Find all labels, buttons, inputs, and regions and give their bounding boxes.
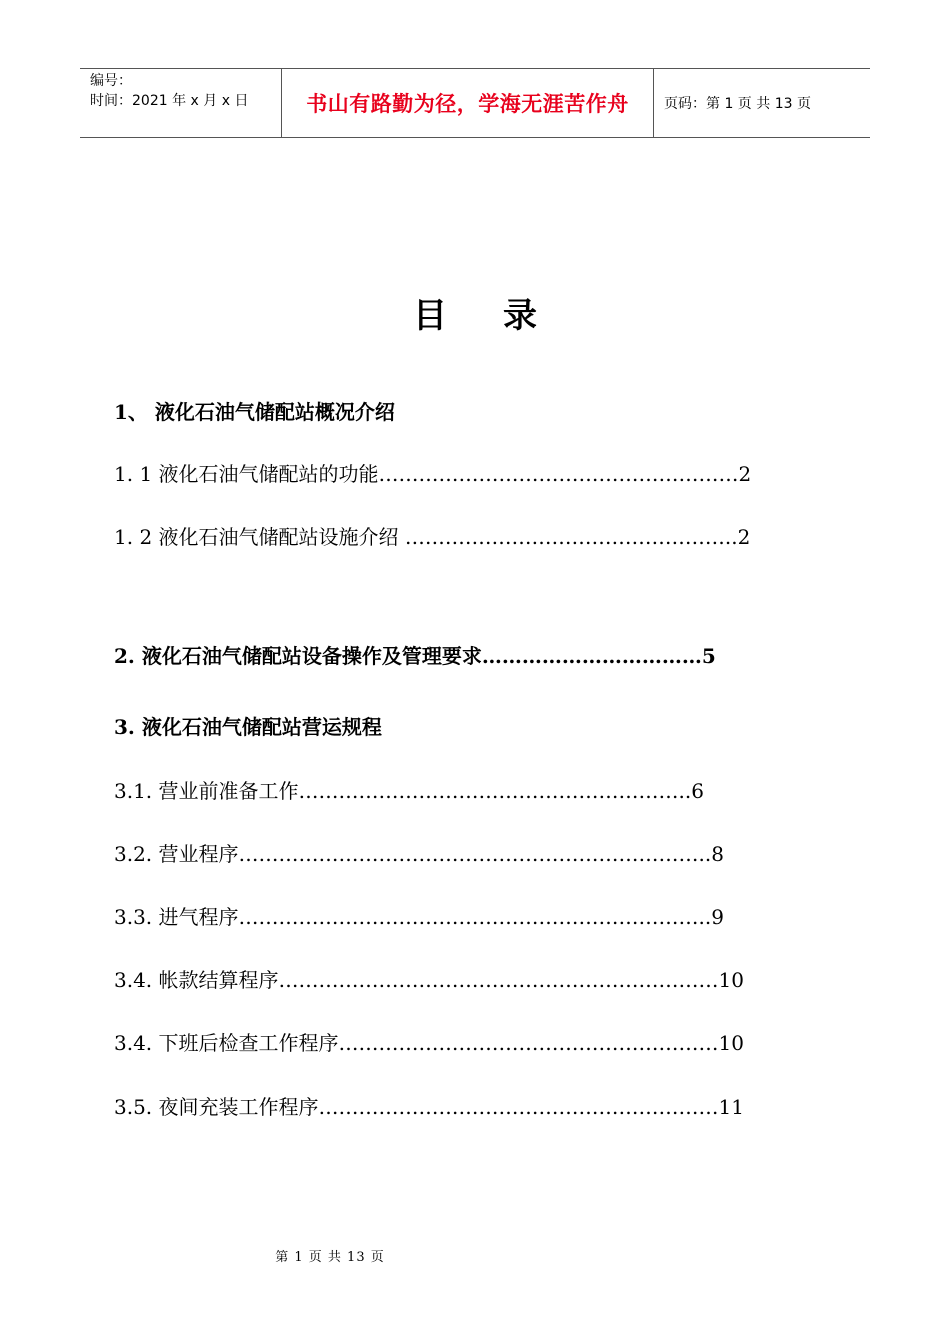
toc-entry-3-4a[interactable]: 3.4. 帐款结算程序…………………………………………………………10 [114, 968, 744, 992]
toc-entry-1-2[interactable]: 1. 2 液化石油气储配站设施介绍 …………………………………………..2 [114, 525, 751, 549]
page-footer-text: 第 1 页 共 13 页 [275, 1250, 385, 1265]
document-header [80, 68, 870, 138]
toc-entry-1-1[interactable]: 1. 1 液化石油气储配站的功能………………………………………………2 [114, 462, 752, 486]
toc-entry-3-4b[interactable]: 3.4. 下班后检查工作程序…………………………………………………10 [114, 1031, 744, 1055]
toc-title: 目录 [413, 296, 593, 336]
toc-entry-3-5[interactable]: 3.5. 夜间充装工作程序……………………………………………………11 [114, 1095, 744, 1119]
page-footer [0, 1246, 950, 1265]
toc-entry-3-2[interactable]: 3.2. 营业程序……………………………………………………………..8 [114, 842, 724, 866]
toc-entry-2[interactable]: 2. 液化石油气储配站设备操作及管理要求……………………………5 [114, 644, 716, 668]
toc-entry-3-1[interactable]: 3.1. 营业前准备工作…………………………………………………..6 [114, 779, 704, 803]
time-label: 时间：2021 年 x 月 x 日 [90, 93, 249, 109]
toc-entry-3[interactable]: 3. 液化石油气储配站营运规程 [114, 715, 382, 739]
toc-entry-3-3[interactable]: 3.3. 进气程序……………………………………………………………..9 [114, 905, 724, 929]
header-meta [80, 69, 282, 137]
header-page-info: 页码：第 1 页 共 13 页 [664, 96, 811, 112]
toc-entry-1[interactable]: 1、 液化石油气储配站概况介绍 [114, 400, 395, 424]
header-motto: 书山有路勤为径，学海无涯苦作舟 [282, 69, 654, 137]
number-label: 编号： [90, 73, 132, 89]
